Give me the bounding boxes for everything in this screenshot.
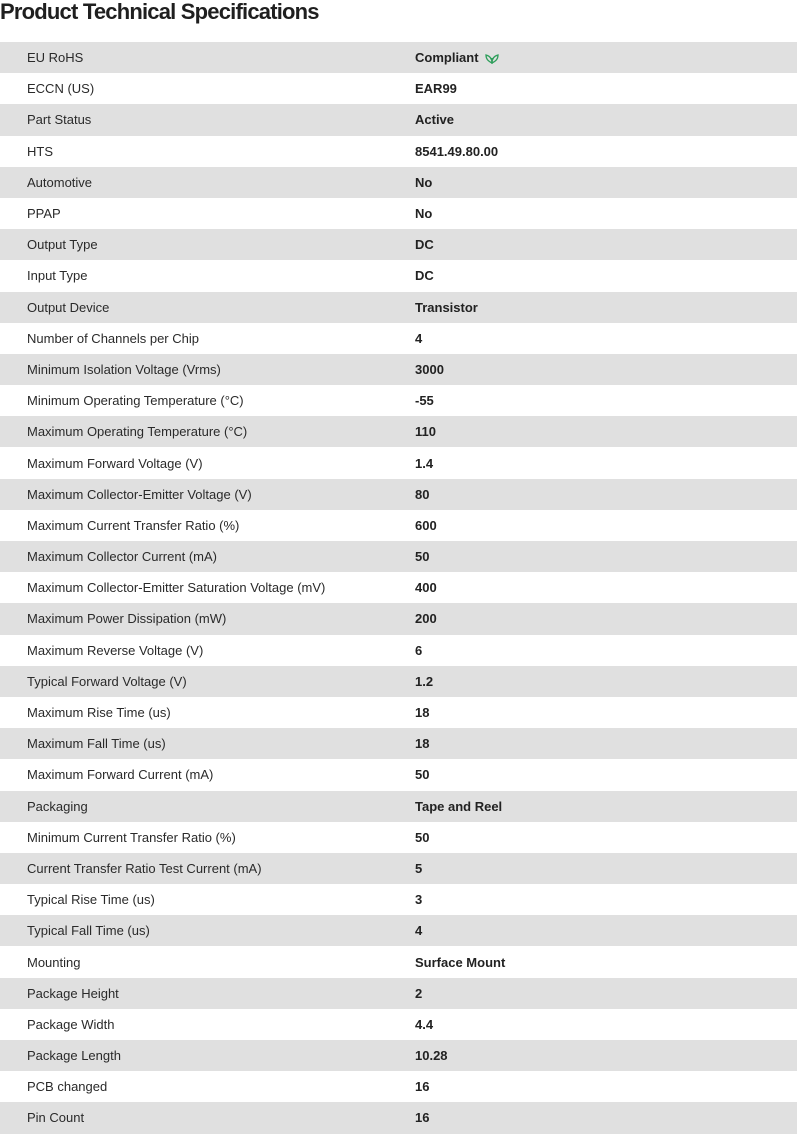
spec-value bbox=[415, 767, 429, 782]
spec-value-text: 1.4 bbox=[415, 455, 434, 471]
spec-row bbox=[0, 198, 797, 229]
spec-value-text: 4 bbox=[415, 923, 423, 939]
spec-value-text: 600 bbox=[415, 517, 437, 533]
spec-value bbox=[415, 643, 422, 658]
spec-row bbox=[0, 510, 797, 541]
spec-value bbox=[415, 81, 457, 96]
spec-row bbox=[0, 479, 797, 510]
spec-value bbox=[415, 175, 432, 190]
spec-value-text: 5 bbox=[415, 860, 423, 876]
spec-row bbox=[0, 167, 797, 198]
spec-value-text: 16 bbox=[415, 1079, 430, 1095]
spec-row bbox=[0, 136, 797, 167]
spec-label: Maximum Collector-Emitter Voltage (V) bbox=[27, 486, 252, 502]
spec-value bbox=[415, 393, 434, 408]
spec-label: HTS bbox=[27, 143, 53, 159]
spec-row bbox=[0, 791, 797, 822]
spec-row bbox=[0, 822, 797, 853]
spec-row bbox=[0, 666, 797, 697]
spec-value-text: 80 bbox=[415, 486, 430, 502]
spec-row bbox=[0, 1009, 797, 1040]
spec-value-text: 400 bbox=[415, 580, 437, 596]
spec-label: Maximum Forward Current (mA) bbox=[27, 767, 214, 783]
spec-label: Maximum Fall Time (us) bbox=[27, 736, 166, 752]
spec-value-text: 8541.49.80.00 bbox=[415, 143, 499, 159]
spec-value-text: 200 bbox=[415, 611, 437, 627]
spec-label: Package Length bbox=[27, 1048, 121, 1064]
spec-row bbox=[0, 541, 797, 572]
spec-value bbox=[415, 487, 429, 502]
spec-value bbox=[415, 830, 429, 845]
spec-row bbox=[0, 728, 797, 759]
spec-label: Package Height bbox=[27, 985, 119, 1001]
spec-value bbox=[415, 362, 444, 377]
spec-label: Minimum Operating Temperature (°C) bbox=[27, 393, 244, 409]
spec-label: Part Status bbox=[27, 112, 92, 128]
spec-row bbox=[0, 603, 797, 634]
spec-value-text: 18 bbox=[415, 705, 430, 721]
spec-value bbox=[415, 1079, 429, 1094]
spec-value bbox=[415, 705, 429, 720]
spec-value-text: 2 bbox=[415, 985, 423, 1001]
spec-value bbox=[415, 456, 433, 471]
spec-value-text: 3 bbox=[415, 892, 423, 908]
spec-row bbox=[0, 572, 797, 603]
spec-value bbox=[415, 611, 437, 626]
spec-label: Maximum Rise Time (us) bbox=[27, 705, 171, 721]
spec-row bbox=[0, 635, 797, 666]
spec-value-text: 3000 bbox=[415, 361, 444, 377]
spec-row bbox=[0, 1040, 797, 1071]
spec-row bbox=[0, 260, 797, 291]
spec-row bbox=[0, 1102, 797, 1133]
spec-value bbox=[415, 50, 499, 65]
spec-value bbox=[415, 892, 422, 907]
spec-value bbox=[415, 674, 433, 689]
spec-label: Maximum Operating Temperature (°C) bbox=[27, 424, 248, 440]
spec-row bbox=[0, 978, 797, 1009]
spec-label: Typical Fall Time (us) bbox=[27, 923, 150, 939]
spec-value bbox=[415, 1048, 448, 1063]
spec-value-text: Surface Mount bbox=[415, 954, 506, 970]
spec-value-text: 1.2 bbox=[415, 673, 434, 689]
spec-row bbox=[0, 292, 797, 323]
spec-row bbox=[0, 73, 797, 104]
spec-row bbox=[0, 915, 797, 946]
spec-value bbox=[415, 144, 498, 159]
page-title: Product Technical Specifications bbox=[0, 0, 319, 24]
spec-label: Output Type bbox=[27, 237, 98, 253]
spec-label: Minimum Current Transfer Ratio (%) bbox=[27, 829, 236, 845]
spec-value bbox=[415, 424, 436, 439]
spec-label: Typical Rise Time (us) bbox=[27, 892, 155, 908]
spec-value bbox=[415, 1017, 433, 1032]
spec-value-text: Compliant bbox=[415, 50, 479, 66]
spec-value-text: No bbox=[415, 206, 433, 222]
spec-label: Number of Channels per Chip bbox=[27, 330, 199, 346]
spec-value-text: 110 bbox=[415, 424, 436, 440]
spec-row bbox=[0, 884, 797, 915]
spec-value-text: Tape and Reel bbox=[415, 798, 503, 814]
spec-label: Minimum Isolation Voltage (Vrms) bbox=[27, 361, 221, 377]
spec-label: Package Width bbox=[27, 1016, 115, 1032]
spec-row bbox=[0, 1071, 797, 1102]
spec-value-text: No bbox=[415, 174, 433, 190]
spec-row bbox=[0, 354, 797, 385]
spec-label: Maximum Current Transfer Ratio (%) bbox=[27, 517, 240, 533]
spec-label: Mounting bbox=[27, 954, 81, 970]
spec-value bbox=[415, 736, 429, 751]
spec-row bbox=[0, 759, 797, 790]
spec-value-text: 4 bbox=[415, 330, 423, 346]
spec-value-text: Transistor bbox=[415, 299, 478, 315]
spec-value bbox=[415, 206, 432, 221]
spec-value-text: 50 bbox=[415, 767, 430, 783]
spec-value-text: 18 bbox=[415, 736, 430, 752]
spec-value bbox=[415, 955, 505, 970]
spec-value bbox=[415, 112, 454, 127]
spec-value bbox=[415, 549, 429, 564]
spec-value bbox=[415, 1110, 429, 1125]
spec-label: PPAP bbox=[27, 206, 61, 222]
spec-row bbox=[0, 853, 797, 884]
spec-value-text: 50 bbox=[415, 829, 430, 845]
spec-label: Maximum Collector Current (mA) bbox=[27, 549, 217, 565]
spec-label: EU RoHS bbox=[27, 50, 84, 66]
spec-value bbox=[415, 986, 422, 1001]
spec-value bbox=[415, 268, 434, 283]
spec-row bbox=[0, 104, 797, 135]
spec-value bbox=[415, 799, 502, 814]
spec-value-text: 4.4 bbox=[415, 1016, 434, 1032]
spec-table bbox=[0, 42, 797, 1134]
spec-label: Maximum Forward Voltage (V) bbox=[27, 455, 203, 471]
spec-value-text: Active bbox=[415, 112, 455, 128]
spec-value bbox=[415, 237, 434, 252]
spec-label: Current Transfer Ratio Test Current (mA) bbox=[27, 860, 262, 876]
spec-row bbox=[0, 229, 797, 260]
spec-value-text: 10.28 bbox=[415, 1048, 448, 1064]
spec-value bbox=[415, 923, 422, 938]
spec-value-text: DC bbox=[415, 237, 434, 253]
spec-value bbox=[415, 580, 437, 595]
spec-row bbox=[0, 385, 797, 416]
spec-row bbox=[0, 447, 797, 478]
spec-value-text: 50 bbox=[415, 549, 430, 565]
leaf-icon bbox=[485, 52, 499, 64]
spec-row bbox=[0, 697, 797, 728]
spec-label: Input Type bbox=[27, 268, 88, 284]
spec-row bbox=[0, 42, 797, 73]
spec-value bbox=[415, 518, 437, 533]
spec-value bbox=[415, 861, 422, 876]
spec-value-text: EAR99 bbox=[415, 81, 457, 97]
spec-row bbox=[0, 323, 797, 354]
spec-label: Maximum Power Dissipation (mW) bbox=[27, 611, 227, 627]
spec-label: Automotive bbox=[27, 174, 93, 190]
spec-row bbox=[0, 946, 797, 977]
spec-label: Typical Forward Voltage (V) bbox=[27, 673, 187, 689]
spec-label: ECCN (US) bbox=[27, 81, 95, 97]
spec-row bbox=[0, 416, 797, 447]
spec-label: Packaging bbox=[27, 798, 88, 814]
spec-label: PCB changed bbox=[27, 1079, 108, 1095]
spec-value-text: -55 bbox=[415, 393, 434, 409]
spec-value-text: 16 bbox=[415, 1110, 430, 1126]
spec-value-text: 6 bbox=[415, 642, 423, 658]
spec-label: Output Device bbox=[27, 299, 110, 315]
spec-label: Maximum Reverse Voltage (V) bbox=[27, 642, 204, 658]
spec-value-text: DC bbox=[415, 268, 434, 284]
spec-value bbox=[415, 331, 422, 346]
spec-value bbox=[415, 300, 478, 315]
spec-label: Pin Count bbox=[27, 1110, 85, 1126]
spec-label: Maximum Collector-Emitter Saturation Voltage (mV) bbox=[27, 580, 326, 596]
